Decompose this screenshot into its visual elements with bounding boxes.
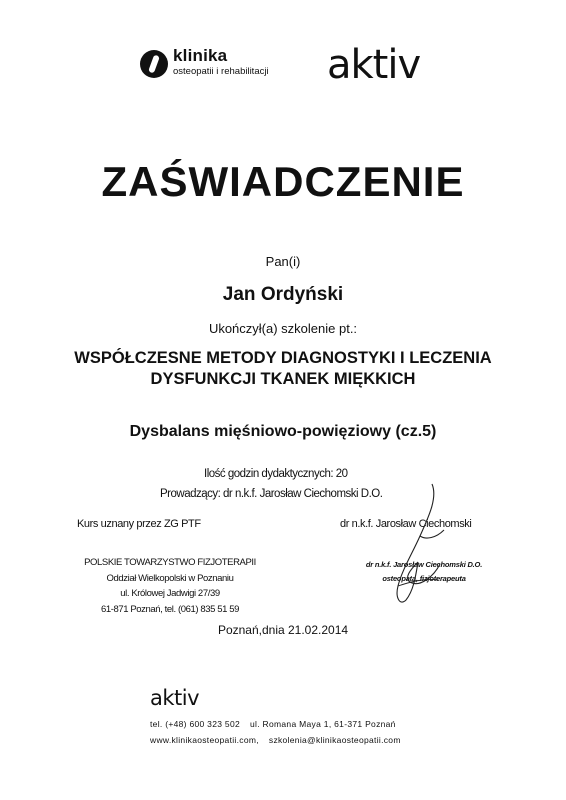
footer-phone: tel. (+48) 600 323 502 [150,719,241,729]
ptf-line-2: Oddział Wielkopolski w Poznaniu [106,572,234,584]
aktiv-logo [325,34,445,84]
klinika-logo [140,46,310,86]
footer-aktiv-logo-text: aktiv [150,686,200,709]
handwritten-signature [380,478,455,618]
klinika-logo-mark-icon [140,50,168,78]
footer-email-link[interactable]: szkolenia@klinikaosteopatii.com [268,734,401,745]
footer-website-link[interactable]: www.klinikaosteopatii.com, [150,734,259,745]
participant-name: Jan Ordyński [222,284,344,305]
completed-text: Ukończył(a) szkolenie pt.: [208,321,358,336]
ptf-line-1: POLSKIE TOWARZYSTWO FIZJOTERAPII [84,557,256,568]
stamp-line-2: osteopata, fizjoterapeuta [382,574,466,583]
footer-address: ul. Romana Maya 1, 61-371 Poznań [250,719,396,729]
klinika-logo-subtitle: osteopatii i rehabilitacji [173,66,269,77]
stamp-line-1: dr n.k.f. Jarosław Ciechomski D.O. [365,560,483,569]
signer-name: dr n.k.f. Jarosław Ciechomski [340,518,472,530]
ptf-line-3: ul. Królowej Jadwigi 27/39 [120,588,220,599]
footer-aktiv-logo [150,683,210,709]
ptf-line-4: 61-871 Poznań, tel. (061) 835 51 59 [100,603,240,615]
footer-contact [150,717,401,748]
certificate-title: ZAŚWIADCZENIE [101,158,465,205]
footer-line-1 [150,717,401,733]
klinika-logo-word: klinika [173,46,228,65]
accreditation-note: Kurs uznany przez ZG PTF [77,518,201,530]
course-title-line-2: DYSFUNKCJI TKANEK MIĘKKICH [150,370,416,388]
issue-date: Poznań,dnia 21.02.2014 [217,623,349,637]
teaching-hours: Ilość godzin dydaktycznych: 20 [204,468,348,480]
salutation: Pan(i) [265,254,301,269]
lecturer: Prowadzący: dr n.k.f. Jarosław Ciechomski D.O. [160,488,383,500]
footer-line-2 [150,733,401,749]
module-title: Dysbalans mięśniowo-powięziowy (cz.5) [129,423,437,440]
ptf-address-block [60,555,280,617]
course-title [0,348,566,390]
course-title-line-1: WSPÓŁCZESNE METODY DIAGNOSTYKI I LECZENIA [74,349,492,367]
aktiv-logo-text: aktiv [327,42,421,84]
